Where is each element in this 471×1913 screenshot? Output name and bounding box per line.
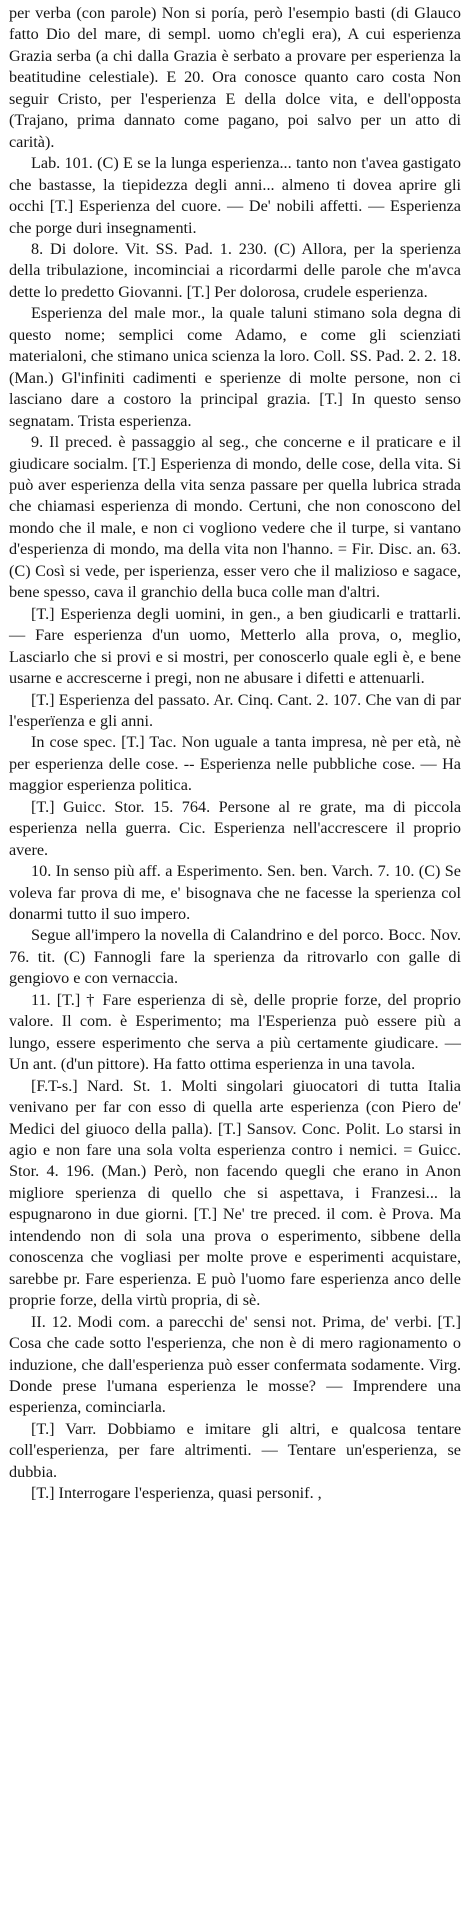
paragraph-15: [T.] Varr. Dobbiamo e imitare gli altri, e qualcosa tentare coll'esperienza, per fare altrimenti. — Tentare un'esperienza, se dubbia. bbox=[9, 1419, 461, 1481]
paragraph-12: 11. [T.] † Fare esperienza di sè, delle proprie forze, del proprio valore. Il com. è Esperimento; ma l'Esperienza può essere più a lungo, essere esperimento che serva a più certamente giudicare. — Un ant. (d'un pittore). Ha fatto ottima esperienza in una tavola. bbox=[9, 990, 461, 1074]
paragraph-8: In cose spec. [T.] Tac. Non uguale a tanta impresa, nè per età, nè per esperienza delle cose. -- Esperienza nelle pubbliche cose. — Ha maggior esperienza politica. bbox=[9, 733, 461, 795]
paragraph-6: [T.] Esperienza degli uomini, in gen., a ben giudicarli e trattarli. — Fare esperienza d'un uomo, Metterlo alla prova, o, meglio, Lasciarlo che si provi e si mostri, per conoscerlo quale egli è, e bene usarne e accrescerne i pregi, non ne abusare i difetti e attenuarli. bbox=[9, 604, 461, 688]
paragraph-7: [T.] Esperienza del passato. Ar. Cinq. Cant. 2. 107. Che van di par l'esperïenza e gli anni. bbox=[9, 690, 461, 730]
paragraph-10: 10. In senso più aff. a Esperimento. Sen. ben. Varch. 7. 10. (C) Se voleva far prova di me, e' bisognava che ne facesse la sperienza col donarmi tutto il suo impero. bbox=[9, 862, 461, 924]
paragraph-11: Segue all'impero la novella di Calandrino e del porco. Bocc. Nov. 76. tit. (C) Fannogli fare la sperienza da ritrovarlo con galle di gengiovo e con vernaccia. bbox=[9, 926, 461, 988]
paragraph-16: [T.] Interrogare l'esperienza, quasi personif. , bbox=[31, 1484, 322, 1503]
paragraph-9: [T.] Guicc. Stor. 15. 764. Persone al re grate, ma di piccola esperienza nella guerra. Cic. Esperienza nell'accrescere il proprio avere. bbox=[9, 797, 461, 859]
paragraph-13: [F.T-s.] Nard. St. 1. Molti singolari giuocatori di tutta Italia venivano per far con esso di quella arte esperienza (con Piero de' Medici del giuoco della palla). [T.] Sansov. Conc. Polit. Lo starsi in agio e non fare una sola volta esperienza contro i nemici. = Guicc. Stor. 4. 196. (Man.) Però, non facendo quegli che erano in Anon migliore sperienza di quello che si aspettava, i Franzesi... la espugnarono in due giorni. [T.] Ne' tre preced. il com. è Prova. Ma intendendo non di sola una prova o esperimento, sibbene della conoscenza che vogliasi per molte prove e esperimenti acquistare, sarebbe pr. Fare esperienza. E può l'uomo fare esperienza anco delle proprie forze, della virtù propria, di sè. bbox=[9, 1076, 461, 1310]
paragraph-1: per verba (con parole) Non si poría, però l'esempio basti (di Glauco fatto Dio del mare, di sempl. uomo ch'egli era), A cui esperienza Grazia serba (a chi dalla Grazia è serbato a provare per esperienza la beatitudine celestiale). E 20. Ora conosce quanto caro costa Non seguir Cristo, per l'esperienza E della dolce vita, e dell'opposta (Trajano, prima dannato come pagano, poi salvo per un atto di carità). bbox=[9, 4, 461, 151]
paragraph-3: 8. Di dolore. Vit. SS. Pad. 1. 230. (C) Allora, per la sperienza della tribulazione, incominciai a ricordarmi delle parole che m'avca dette lo predetto Giovanni. [T.] Per dolorosa, crudele esperienza. bbox=[9, 239, 461, 301]
paragraph-2: Lab. 101. (C) E se la lunga esperienza... tanto non t'avea gastigato che bastasse, la tiepidezza degli anni... almeno ti dovea aprire gli occhi [T.] Esperienza del cuore. — De' nobili affetti. — Esperienza che porge duri insegnamenti. bbox=[9, 154, 461, 237]
paragraph-4: Esperienza del male mor., la quale taluni stimano sola degna di questo nome; semplici come Adamo, e come gli scienziati materialoni, che stimano unica scienza la loro. Coll. SS. Pad. 2. 2. 18. (Man.) Gl'infiniti cadimenti e sperienze di molte persone, non ci lasciano dare a costoro la principal grazia. [T.] In questo senso segnatam. Trista esperienza. bbox=[9, 304, 461, 430]
paragraph-14: II. 12. Modi com. a parecchi de' sensi not. Prima, de' verbi. [T.] Cosa che cade sotto l'esperienza, che non è di mero ragionamento o induzione, che dall'esperienza può esser confermata sodamente. Virg. Donde prese l'umana esperienza le mosse? — Imprendere una esperienza, cominciarla. bbox=[9, 1312, 461, 1417]
paragraph-5: 9. Il preced. è passaggio al seg., che concerne e il praticare e il giudicare socialm. [T.] Esperienza di mondo, delle cose, della vita. Si può aver esperienza della vita senza passare per quella lubrica strada che chiamasi esperienza di mondo. Certuni, che non conoscono del mondo che il male, e non ci vogliono vedere che il turpe, si vantano d'esperienza di mondo, ma della vita non l'hanno. = Fir. Disc. an. 63. (C) Così si vede, per isperienza, esser vero che il malizioso e sagace, bene spesso, cava il granchio della buca colle man d'altri. bbox=[9, 433, 461, 602]
